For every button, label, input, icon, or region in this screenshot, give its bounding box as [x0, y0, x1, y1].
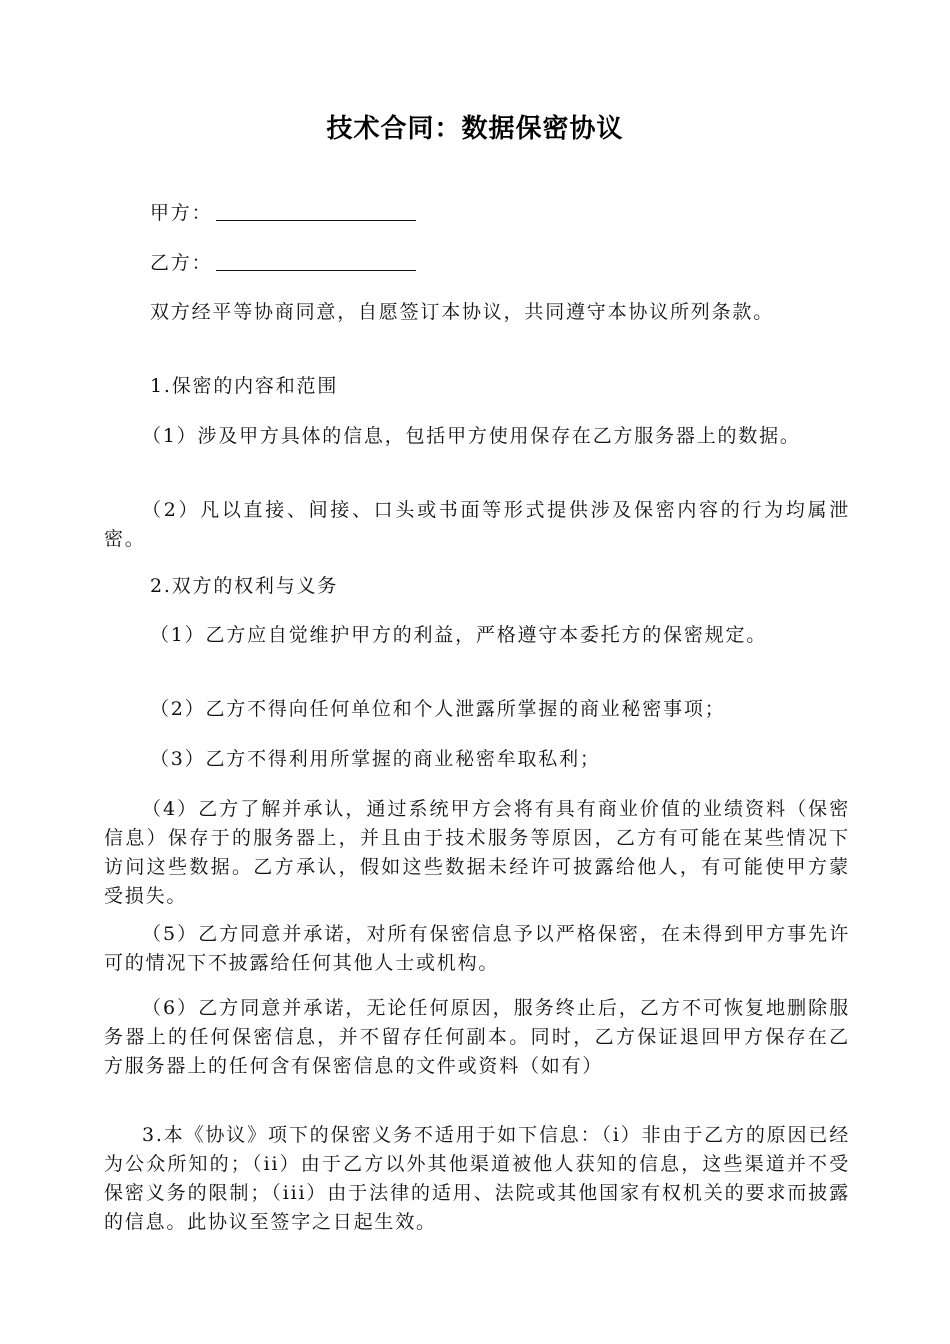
section-1-item-2: （2）凡以直接、间接、口头或书面等形式提供涉及保密内容的行为均属泄密。	[104, 499, 850, 550]
section-2-item-4: （4）乙方了解并承认，通过系统甲方会将有具有商业价值的业绩资料（保密信息）保存于的服务器上，并且由于技术服务等原因，乙方有可能在某些情况下访问这些数据。乙方承认，假如这些数据未经许可披露给他人，有可能使甲方蒙受损失。	[104, 798, 850, 907]
section-2-item-5: （5）乙方同意并承诺，对所有保密信息予以严格保密，在未得到甲方事先许可的情况下不披露给任何其他人士或机构。	[104, 923, 850, 974]
party-b-label: 乙方：	[150, 252, 213, 274]
section-2-item-3: （3）乙方不得利用所掌握的商业秘密牟取私利；	[150, 748, 601, 770]
section-1-heading: 1.保密的内容和范围	[150, 375, 339, 397]
party-a-blank	[216, 200, 416, 221]
section-2-item-2: （2）乙方不得向任何单位和个人泄露所掌握的商业秘密事项；	[150, 698, 726, 720]
section-3: 3.本《协议》项下的保密义务不适用于如下信息：（i）非由于乙方的原因已经为公众所知的；（ii）由于乙方以外其他渠道被他人获知的信息，这些渠道并不受保密义务的限制；（iii）由于法律的适用、法院或其他国家有权机关的要求而披露的信息。此协议至签字之日起生效。	[104, 1124, 850, 1233]
party-b-line	[150, 249, 416, 278]
document-title: 技术合同：数据保密协议	[326, 114, 624, 144]
section-1-item-1: （1）涉及甲方具体的信息，包括甲方使用保存在乙方服务器上的数据。	[142, 425, 801, 447]
party-a-line	[150, 199, 416, 228]
preamble: 双方经平等协商同意，自愿签订本协议，共同遵守本协议所列条款。	[150, 301, 775, 323]
section-2-item-1: （1）乙方应自觉维护甲方的利益，严格遵守本委托方的保密规定。	[150, 624, 768, 646]
section-2-item-6: （6）乙方同意并承诺，无论任何原因，服务终止后，乙方不可恢复地删除服务器上的任何保密信息，并不留存任何副本。同时，乙方保证退回甲方保存在乙方服务器上的任何含有保密信息的文件或资料（如有）	[104, 997, 850, 1077]
party-a-label: 甲方：	[150, 202, 213, 224]
section-2-heading: 2.双方的权利与义务	[150, 575, 339, 597]
party-b-blank	[216, 250, 416, 271]
